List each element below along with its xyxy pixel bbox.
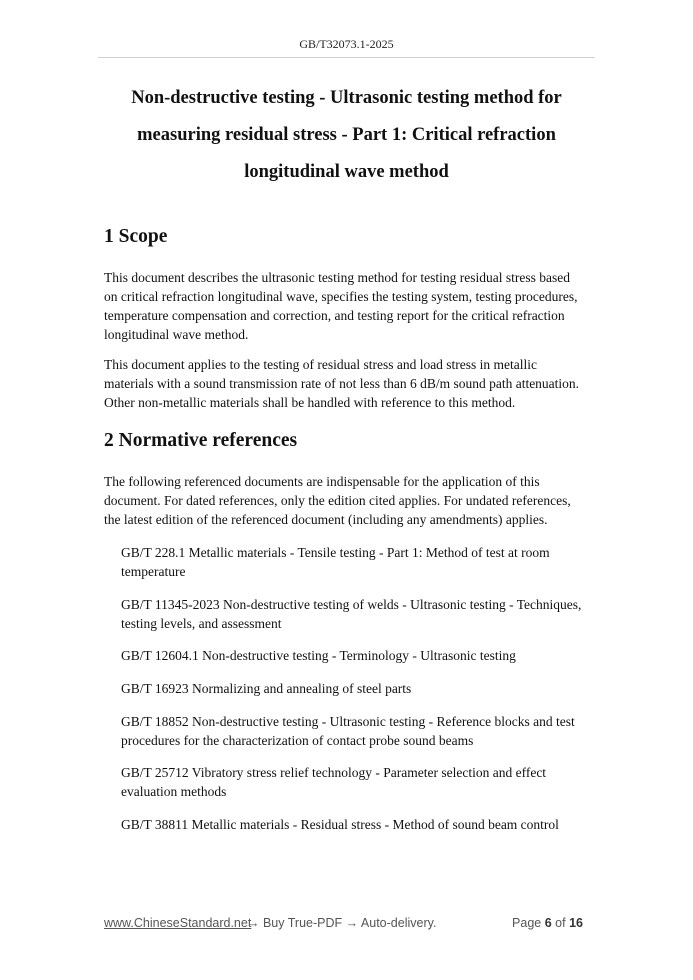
document-title-line: measuring residual stress - Part 1: Critical refraction: [137, 125, 556, 145]
reference-item: [121, 815, 589, 834]
scope-paragraph-2: [104, 355, 589, 412]
footer-tagline: → Buy True-PDF → Auto-delivery.: [247, 916, 437, 930]
scope-paragraph-1: [104, 268, 589, 344]
reference-line: evaluation methods: [121, 784, 227, 800]
site-link[interactable]: www.ChineseStandard.net: [104, 916, 252, 930]
paragraph-line: Other non-metallic materials shall be handled with reference to this method.: [104, 395, 516, 410]
paragraph-line: on critical refraction longitudinal wave, specifies the testing system, testing procedures,: [104, 289, 578, 304]
page-label: Page: [512, 916, 542, 930]
paragraph-line: document. For dated references, only the edition cited applies. For undated references,: [104, 493, 571, 508]
reference-line: GB/T 16923 Normalizing and annealing of steel parts: [121, 681, 412, 697]
page-indicator: [512, 916, 583, 930]
paragraph-line: longitudinal wave method.: [104, 327, 249, 342]
reference-line: GB/T 18852 Non-destructive testing - Ultrasonic testing - Reference blocks and test: [121, 713, 575, 729]
reference-line: GB/T 12604.1 Non-destructive testing - Terminology - Ultrasonic testing: [121, 648, 516, 664]
document-title-line: Non-destructive testing - Ultrasonic testing method for: [131, 88, 562, 108]
paragraph-line: This document applies to the testing of residual stress and load stress in metallic: [104, 357, 538, 372]
paragraph-line: This document describes the ultrasonic testing method for testing residual stress based: [104, 270, 571, 285]
reference-line: temperature: [121, 564, 186, 579]
paragraph-line: The following referenced documents are indispensable for the application of this: [104, 474, 540, 489]
reference-line: GB/T 11345-2023 Non-destructive testing of welds - Ultrasonic testing - Techniques,: [121, 596, 582, 612]
normative-references-intro: [104, 472, 589, 529]
reference-line: testing levels, and assessment: [121, 615, 282, 631]
page-current: 6: [544, 916, 552, 930]
reference-item: [121, 712, 589, 750]
paragraph-line: temperature compensation and correction, and testing report for the critical refraction: [104, 308, 565, 323]
reference-item: [121, 543, 589, 581]
paragraph-line: materials with a sound transmission rate of not less than 6 dB/m sound path attenuation.: [104, 376, 580, 391]
reference-list: [121, 543, 589, 848]
section-heading-scope: 1 Scope: [104, 226, 168, 247]
header-divider: [98, 57, 595, 58]
page-footer: [104, 916, 589, 934]
reference-item: [121, 763, 589, 801]
reference-item: [121, 646, 589, 665]
section-heading-normative-references: 2 Normative references: [104, 430, 298, 451]
paragraph-line: the latest edition of the referenced document (including any amendments) applies.: [104, 512, 548, 527]
document-title: [104, 80, 589, 191]
reference-item: [121, 679, 589, 698]
page-of: of: [555, 916, 566, 930]
reference-line: procedures for the characterization of contact probe sound beams: [121, 732, 474, 748]
document-title-line: longitudinal wave method: [244, 162, 449, 182]
reference-line: GB/T 228.1 Metallic materials - Tensile testing - Part 1: Method of test at room: [121, 545, 550, 560]
page-total: 16: [569, 916, 583, 930]
reference-line: GB/T 25712 Vibratory stress relief technology - Parameter selection and effect: [121, 765, 547, 781]
reference-item: [121, 595, 589, 633]
reference-line: GB/T 38811 Metallic materials - Residual stress - Method of sound beam control: [121, 817, 559, 833]
running-header-doc-number: GB/T32073.1-2025: [299, 37, 394, 51]
